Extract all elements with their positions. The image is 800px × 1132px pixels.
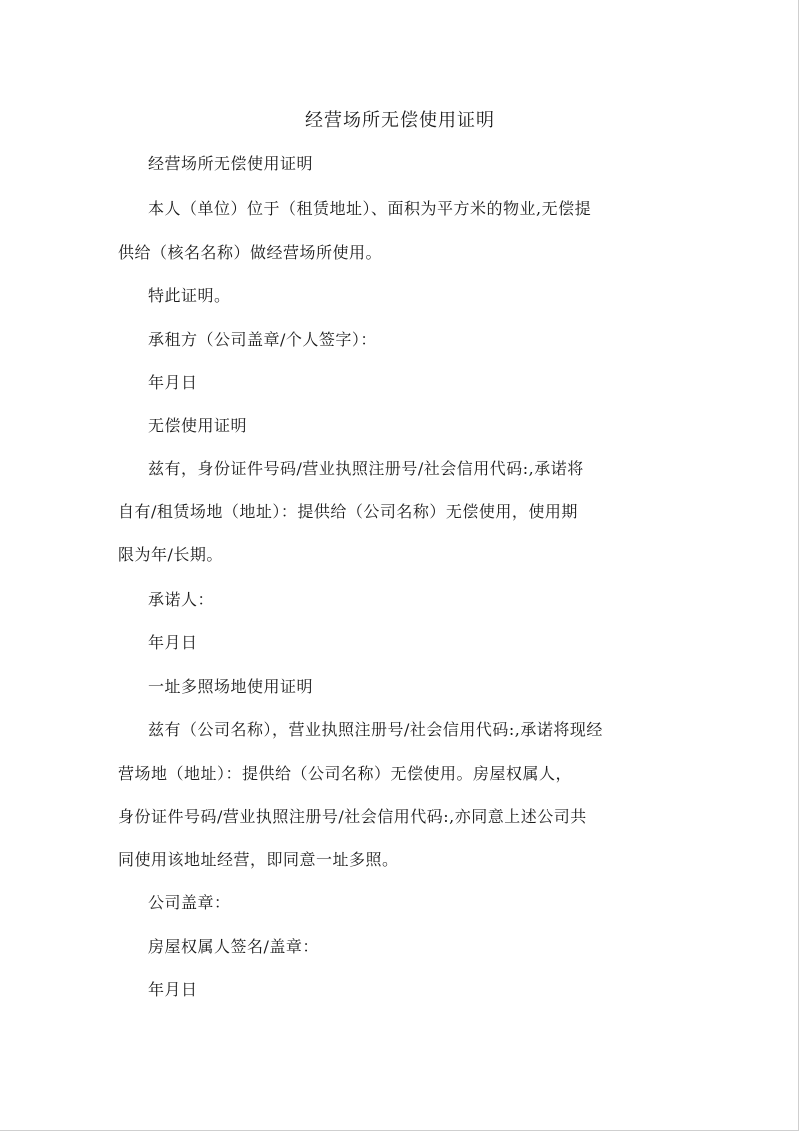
section1-signer: 承租方（公司盖章/个人签字）： — [148, 330, 377, 349]
section2-date: 年月日 — [148, 633, 198, 652]
section3-company-seal: 公司盖章： — [148, 893, 231, 912]
section2-body-line3: 限为年/长期。 — [118, 545, 223, 564]
section3-heading: 一址多照场地使用证明 — [148, 677, 314, 696]
section1-closing: 特此证明。 — [148, 286, 231, 305]
document-title: 经营场所无偿使用证明 — [305, 110, 495, 131]
section2-body-line2: 自有/租赁场地（地址）：提供给（公司名称）无偿使用，使用期 — [118, 502, 578, 521]
section2-body-line1: 兹有，身份证件号码/营业执照注册号/社会信用代码:,承诺将 — [148, 459, 584, 478]
section3-body-line2: 营场地（地址）：提供给（公司名称）无偿使用。房屋权属人， — [118, 764, 573, 783]
section2-heading: 无偿使用证明 — [148, 416, 248, 435]
section1-body-line2: 供给（核名名称）做经营场所使用。 — [118, 243, 383, 262]
section3-body-line4: 同使用该地址经营，即同意一址多照。 — [118, 850, 399, 869]
section3-body-line3: 身份证件号码/营业执照注册号/社会信用代码:,亦同意上述公司共 — [118, 807, 587, 826]
section2-signer: 承诺人： — [148, 590, 215, 609]
section3-owner-signature: 房屋权属人签名/盖章： — [148, 937, 319, 956]
section3-body-line1: 兹有（公司名称），营业执照注册号/社会信用代码:,承诺将现经 — [148, 720, 603, 739]
section1-body-line1: 本人（单位）位于（租赁地址）、面积为平方米的物业,无偿提 — [148, 199, 592, 218]
section1-heading: 经营场所无偿使用证明 — [148, 154, 314, 173]
section1-date: 年月日 — [148, 373, 198, 392]
section3-date: 年月日 — [148, 980, 198, 999]
